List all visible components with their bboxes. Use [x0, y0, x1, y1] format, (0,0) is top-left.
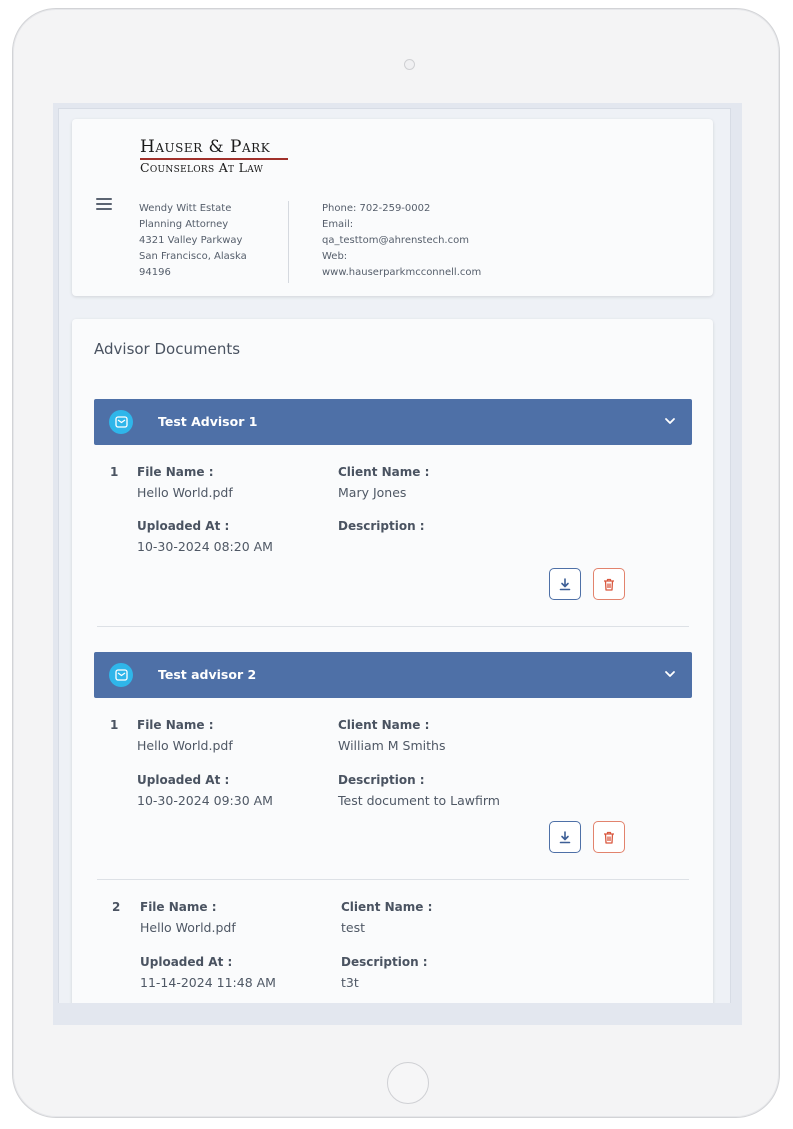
logo-line2: Counselors At Law: [140, 159, 264, 175]
logo-line1: Hauser & Park: [140, 137, 271, 157]
item-separator: [97, 626, 689, 627]
advisor-documents-card: [72, 319, 713, 1003]
client-name-value: William M Smiths: [338, 738, 446, 753]
address-line: San Francisco, Alaska: [139, 251, 247, 262]
file-name-label: File Name :: [140, 900, 217, 914]
advisor-accordion-header[interactable]: [94, 652, 692, 698]
client-name-label: Client Name :: [338, 718, 430, 732]
uploaded-at-value: 10-30-2024 08:20 AM: [137, 539, 273, 554]
uploaded-at-label: Uploaded At :: [137, 773, 230, 787]
advisor-accordion-header[interactable]: [94, 399, 692, 445]
web-value[interactable]: www.hauserparkmcconnell.com: [322, 267, 482, 278]
download-icon: [559, 831, 571, 844]
tablet-frame: [12, 8, 780, 1118]
item-index: 2: [112, 900, 121, 914]
page-title: Advisor Documents: [94, 340, 241, 358]
description-label: Description :: [338, 519, 425, 533]
home-button[interactable]: [387, 1062, 429, 1104]
document-item: [94, 900, 692, 1000]
trash-icon: [603, 578, 615, 591]
header-divider: [288, 201, 289, 283]
client-name-value: test: [341, 920, 366, 935]
file-name-label: File Name :: [137, 718, 214, 732]
mail-icon: [109, 410, 133, 434]
item-separator: [97, 879, 689, 880]
file-name-value: Hello World.pdf: [137, 485, 233, 500]
address-line: Planning Attorney: [139, 219, 229, 230]
email-value[interactable]: qa_testtom@ahrenstech.com: [322, 235, 469, 246]
app-viewport: [58, 108, 731, 1003]
uploaded-at-value: 10-30-2024 09:30 AM: [137, 793, 273, 808]
hamburger-menu-icon[interactable]: [96, 198, 112, 212]
address-line: 4321 Valley Parkway: [139, 235, 243, 246]
camera-dot: [404, 59, 415, 70]
chevron-down-icon[interactable]: [663, 413, 677, 427]
firm-address: [139, 201, 247, 281]
file-name-label: File Name :: [137, 465, 214, 479]
document-item: [94, 465, 692, 615]
download-button[interactable]: [549, 568, 581, 600]
delete-button[interactable]: [593, 821, 625, 853]
web-label: Web:: [322, 251, 348, 262]
advisor-name: Test advisor 2: [158, 667, 257, 682]
item-index: 1: [110, 718, 119, 732]
firm-contact: [322, 201, 481, 281]
item-index: 1: [110, 465, 119, 479]
chevron-down-icon[interactable]: [663, 666, 677, 680]
firm-header-card: [72, 119, 713, 296]
phone-text: Phone: 702-259-0002: [322, 203, 431, 214]
uploaded-at-label: Uploaded At :: [137, 519, 230, 533]
file-name-value: Hello World.pdf: [140, 920, 236, 935]
download-icon: [559, 578, 571, 591]
document-item: [94, 718, 692, 868]
delete-button[interactable]: [593, 568, 625, 600]
uploaded-at-label: Uploaded At :: [140, 955, 233, 969]
address-line: 94196: [139, 267, 171, 278]
uploaded-at-value: 11-14-2024 11:48 AM: [140, 975, 276, 990]
screen: [53, 103, 742, 1025]
client-name-value: Mary Jones: [338, 485, 407, 500]
advisor-name: Test Advisor 1: [158, 414, 258, 429]
mail-icon: [109, 663, 133, 687]
client-name-label: Client Name :: [341, 900, 433, 914]
firm-logo: [140, 137, 290, 175]
description-label: Description :: [341, 955, 428, 969]
client-name-label: Client Name :: [338, 465, 430, 479]
description-label: Description :: [338, 773, 425, 787]
download-button[interactable]: [549, 821, 581, 853]
description-value: t3t: [341, 975, 359, 990]
trash-icon: [603, 831, 615, 844]
description-value: Test document to Lawfirm: [338, 793, 500, 808]
file-name-value: Hello World.pdf: [137, 738, 233, 753]
address-line: Wendy Witt Estate: [139, 203, 232, 214]
email-label: Email:: [322, 219, 354, 230]
